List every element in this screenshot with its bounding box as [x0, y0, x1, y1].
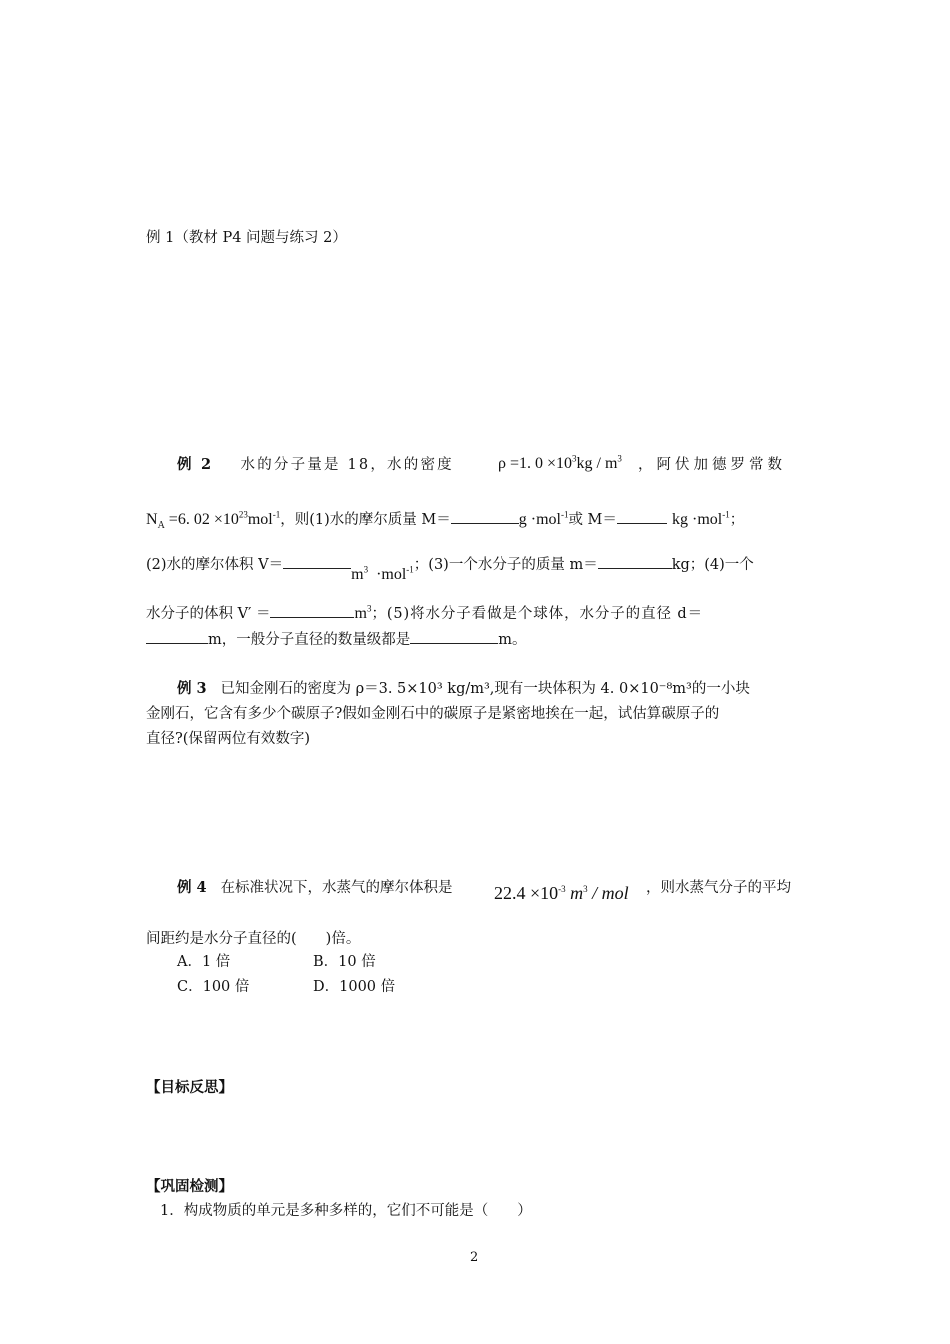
formula-m: m: [570, 883, 584, 903]
example-4-line-2: 间距约是水分子直径的( )倍。: [146, 931, 361, 947]
review-heading: 【巩固检测】: [146, 1178, 233, 1195]
avogadro-subscript: A: [157, 520, 165, 532]
example-3-text-1: 已知金刚石的密度为 ρ＝3. 5×10³ kg/m³,现有一块体积为 4. 0×10⁻⁸m³的一小块: [220, 681, 750, 697]
example-1-heading: 例 1（教材 P4 问题与练习 2）: [146, 230, 347, 246]
unit-m: m: [351, 566, 364, 583]
example-2-line-3: [146, 553, 754, 583]
density-exp: 3: [572, 453, 577, 464]
review-question-1: 1．构成物质的单元是多种多样的，它们不可能是（ ）: [160, 1203, 532, 1219]
answer-blank-molar-mass-kg[interactable]: [617, 509, 667, 524]
answer-blank-molecule-mass[interactable]: [598, 554, 672, 569]
unit-mol: ·mol: [372, 566, 407, 583]
unit-exp: -1: [560, 509, 569, 520]
question-1-text: ，则(1)水的摩尔质量 M＝: [280, 512, 451, 528]
question-5-end: m。: [498, 632, 527, 648]
example-3-line-2: 金刚石，它含有多少个碳原子?假如金刚石中的碳原子是紧密地挨在一起，试估算碳原子的: [146, 706, 720, 722]
question-3-unit: kg；(4)一个: [671, 557, 754, 573]
avogadro-unit-exp: -1: [272, 509, 281, 520]
answer-blank-order-of-magnitude[interactable]: [410, 629, 498, 644]
example-2-line-2: [146, 508, 745, 532]
unit-m: m: [354, 605, 367, 622]
example-2-line-1: [177, 453, 454, 474]
avogadro-unit: mol: [247, 511, 273, 528]
unit-m-exp: 3: [366, 603, 372, 614]
unit-m-exp: 3: [363, 564, 369, 575]
option-d[interactable]: D．1000 倍: [313, 979, 396, 995]
example-2-label: 例 2: [177, 456, 214, 473]
example-4-label: 例 4: [177, 879, 207, 896]
question-5-unit: m，一般分子直径的数量级都是: [208, 632, 411, 648]
option-c[interactable]: C．100 倍: [177, 979, 250, 995]
example-3-line-3: 直径?(保留两位有效数字): [146, 731, 311, 747]
question-3-text: ；(3)一个水分子的质量 m＝: [413, 557, 598, 573]
formula-exp: -3: [558, 884, 566, 894]
example-4-after: ，则水蒸气分子的平均: [646, 880, 791, 896]
formula-base: 22.4 ×10: [494, 883, 559, 903]
option-a[interactable]: A．1 倍: [177, 954, 231, 970]
reflection-heading: 【目标反思】: [146, 1079, 233, 1096]
example-2-line-4: [146, 602, 703, 623]
answer-blank-diameter[interactable]: [146, 629, 208, 644]
formula-mol: / mol: [587, 883, 629, 903]
water-density-formula: [498, 455, 622, 473]
question-4-text: 水分子的体积 V′ ＝: [146, 606, 271, 622]
avogadro-symbol: N: [146, 511, 158, 528]
density-unit-exp: 3: [617, 453, 622, 464]
unit-g-per-mol: g ·mol: [518, 511, 561, 528]
unit-exp: -1: [406, 564, 414, 575]
answer-blank-molecule-volume[interactable]: [270, 603, 354, 618]
avogadro-exp: 23: [238, 509, 248, 520]
unit-exp: -1: [722, 509, 730, 520]
example-3-label: 例 3: [177, 680, 207, 697]
page-number: 2: [470, 1250, 479, 1265]
avogadro-expr: =6. 02 ×10: [168, 511, 239, 528]
option-b[interactable]: B．10 倍: [313, 954, 376, 970]
semicolon: ；: [729, 512, 745, 528]
formula-m-exp: 3: [583, 884, 588, 894]
example-4-intro: 在标准状况下，水蒸气的摩尔体积是: [220, 880, 453, 896]
answer-blank-molar-mass-g[interactable]: [451, 509, 519, 524]
density-expr: ρ =1. 0 ×10: [498, 455, 573, 472]
question-5-text: ；(5)将水分子看做是个球体，水分子的直径 d＝: [371, 606, 703, 622]
vapor-molar-volume-formula: [494, 883, 629, 904]
density-unit: kg / m: [576, 455, 618, 472]
question-2-text: (2)水的摩尔体积 V＝: [146, 557, 284, 573]
unit-kg-per-mol: kg ·mol: [672, 511, 723, 528]
or-text: 或 M＝: [568, 512, 617, 528]
example-4-line-1: [177, 876, 452, 897]
example-2-intro: 水的分子量是 18，水的密度: [240, 457, 454, 473]
avogadro-label: ，阿伏加德罗常数: [638, 457, 786, 473]
example-3-line-1: [177, 677, 750, 698]
answer-blank-molar-volume[interactable]: [283, 554, 351, 569]
example-2-line-5: [146, 628, 527, 649]
